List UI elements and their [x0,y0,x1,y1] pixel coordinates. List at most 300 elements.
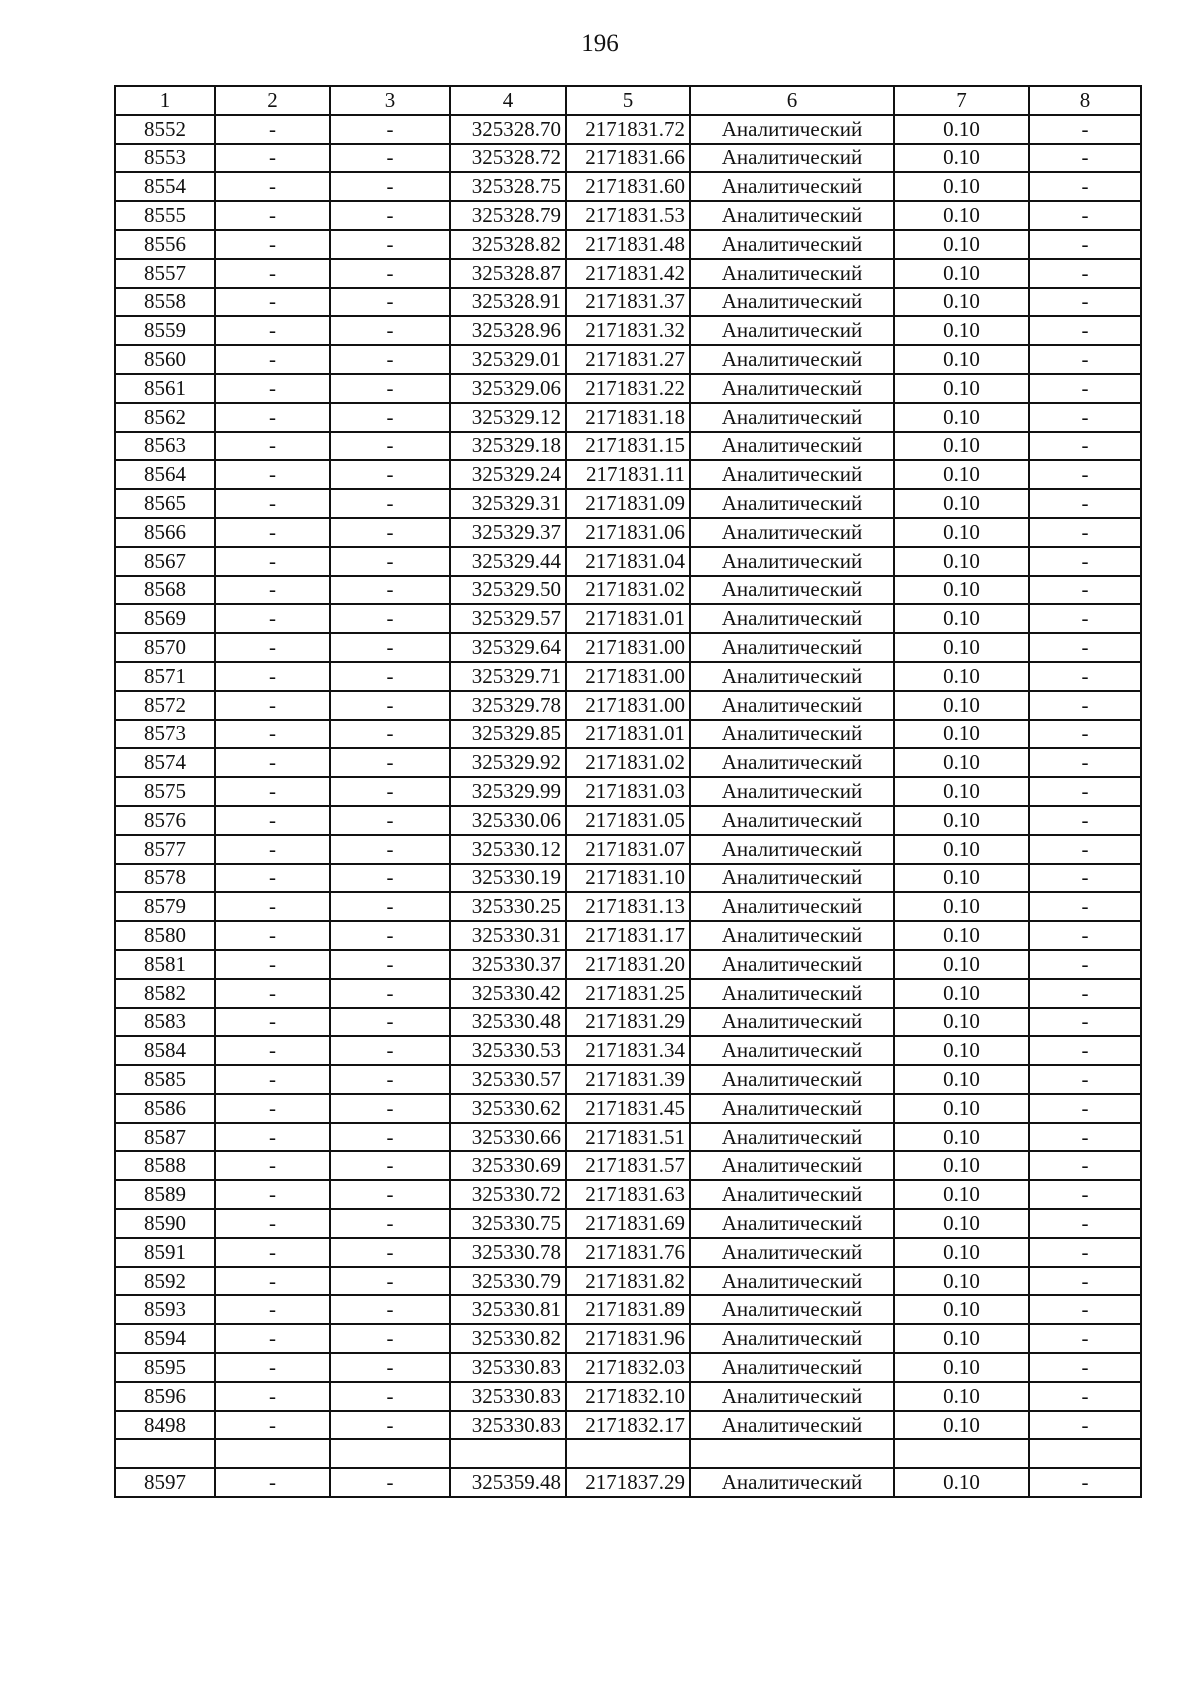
table-cell-col-4 [450,1439,566,1468]
table-cell-col-4: 325329.44 [450,547,566,576]
table-cell-col-8: - [1029,547,1141,576]
table-cell-col-6: Аналитический [690,518,894,547]
table-cell-col-5: 2171831.51 [566,1123,690,1152]
table-cell-col-2: - [215,259,330,288]
table-cell-col-1: 8571 [115,662,215,691]
table-cell-col-3: - [330,806,450,835]
table-cell-col-4: 325328.91 [450,288,566,317]
table-cell-col-6: Аналитический [690,806,894,835]
table-cell-col-1: 8569 [115,604,215,633]
table-header-row [115,86,1141,115]
table-cell-col-2: - [215,950,330,979]
table-cell-col-4: 325330.62 [450,1094,566,1123]
table-cell-col-5 [566,1439,690,1468]
table-cell-col-5: 2171831.63 [566,1180,690,1209]
table-cell-col-5: 2171831.10 [566,864,690,893]
table-row [115,1439,1141,1468]
table-cell-col-7: 0.10 [894,201,1029,230]
table-cell-col-8: - [1029,115,1141,144]
table-cell-col-7: 0.10 [894,748,1029,777]
table-row [115,1267,1141,1296]
table-cell-col-6: Аналитический [690,1151,894,1180]
table-cell-col-4: 325330.79 [450,1267,566,1296]
table-cell-col-8: - [1029,1295,1141,1324]
table-cell-col-4: 325328.72 [450,144,566,173]
table-cell-col-1: 8589 [115,1180,215,1209]
table-cell-col-8: - [1029,374,1141,403]
table-row [115,115,1141,144]
table-cell-col-5: 2171831.03 [566,777,690,806]
table-cell-col-3: - [330,547,450,576]
table-cell-col-5: 2171831.20 [566,950,690,979]
table-row [115,547,1141,576]
table-row [115,1468,1141,1497]
table-row [115,432,1141,461]
table-cell-col-7: 0.10 [894,864,1029,893]
table-cell-col-5: 2171831.57 [566,1151,690,1180]
table-cell-col-2: - [215,720,330,749]
table-cell-col-5: 2171831.34 [566,1036,690,1065]
table-cell-col-7: 0.10 [894,403,1029,432]
table-cell-col-6: Аналитический [690,576,894,605]
table-cell-col-2: - [215,1324,330,1353]
table-row [115,288,1141,317]
table-cell-col-1: 8562 [115,403,215,432]
table-cell-col-4: 325329.18 [450,432,566,461]
table-cell-col-5: 2171831.48 [566,230,690,259]
table-cell-col-5: 2171831.02 [566,576,690,605]
table-cell-col-3: - [330,576,450,605]
table-cell-col-3: - [330,1065,450,1094]
table-cell-col-6: Аналитический [690,748,894,777]
table-cell-col-5: 2171831.39 [566,1065,690,1094]
table-cell-col-7: 0.10 [894,288,1029,317]
table-cell-col-2: - [215,1238,330,1267]
table-row [115,748,1141,777]
table-cell-col-3: - [330,1180,450,1209]
table-cell-col-6: Аналитический [690,1411,894,1440]
table-cell-col-5: 2171831.32 [566,316,690,345]
table-cell-col-6: Аналитический [690,892,894,921]
table-cell-col-1: 8573 [115,720,215,749]
table-cell-col-4: 325330.57 [450,1065,566,1094]
table-cell-col-5: 2171831.04 [566,547,690,576]
table-cell-col-2: - [215,1151,330,1180]
table-cell-col-6: Аналитический [690,1267,894,1296]
table-cell-col-8: - [1029,921,1141,950]
table-cell-col-7: 0.10 [894,489,1029,518]
table-cell-col-6: Аналитический [690,201,894,230]
table-cell-col-5: 2171831.69 [566,1209,690,1238]
table-cell-col-4: 325330.12 [450,835,566,864]
table-cell-col-3: - [330,979,450,1008]
table-cell-col-6: Аналитический [690,432,894,461]
table-cell-col-1: 8574 [115,748,215,777]
table-cell-col-2: - [215,1353,330,1382]
table-row [115,979,1141,1008]
table-cell-col-1: 8584 [115,1036,215,1065]
table-cell-col-3: - [330,1209,450,1238]
table-cell-col-6: Аналитический [690,374,894,403]
table-cell-col-7 [894,1439,1029,1468]
table-cell-col-5: 2171831.11 [566,460,690,489]
table-cell-col-8: - [1029,720,1141,749]
table-cell-col-6: Аналитический [690,547,894,576]
table-cell-col-8: - [1029,230,1141,259]
table-cell-col-6: Аналитический [690,259,894,288]
table-cell-col-8: - [1029,806,1141,835]
table-cell-col-6: Аналитический [690,460,894,489]
table-cell-col-1: 8586 [115,1094,215,1123]
table-cell-col-2: - [215,576,330,605]
table-cell-col-5: 2171831.76 [566,1238,690,1267]
table-cell-col-1: 8581 [115,950,215,979]
table-row [115,230,1141,259]
table-cell-col-8: - [1029,691,1141,720]
table-cell-col-6: Аналитический [690,1295,894,1324]
table-cell-col-1: 8568 [115,576,215,605]
table-row [115,1238,1141,1267]
table-cell-col-6: Аналитический [690,720,894,749]
table-row [115,576,1141,605]
table-row [115,777,1141,806]
table-cell-col-5: 2171831.00 [566,633,690,662]
table-cell-col-4: 325330.37 [450,950,566,979]
table-cell-col-5: 2171831.01 [566,604,690,633]
table-cell-col-1: 8554 [115,172,215,201]
table-cell-col-1: 8559 [115,316,215,345]
table-cell-col-3: - [330,518,450,547]
table-cell-col-8: - [1029,259,1141,288]
table-cell-col-1: 8556 [115,230,215,259]
table-body [115,115,1141,1497]
table-cell-col-7: 0.10 [894,1382,1029,1411]
table-cell-col-8: - [1029,576,1141,605]
table-row [115,1353,1141,1382]
table-cell-col-1: 8593 [115,1295,215,1324]
table-cell-col-8: - [1029,1411,1141,1440]
table-cell-col-7: 0.10 [894,1267,1029,1296]
table-cell-col-8: - [1029,1468,1141,1497]
table-cell-col-3: - [330,115,450,144]
table-cell-col-3: - [330,633,450,662]
table-cell-col-4: 325329.85 [450,720,566,749]
table-cell-col-1: 8570 [115,633,215,662]
table-cell-col-7: 0.10 [894,1094,1029,1123]
table-row [115,403,1141,432]
table-cell-col-5: 2171831.17 [566,921,690,950]
table-cell-col-4: 325330.25 [450,892,566,921]
table-cell-col-8: - [1029,748,1141,777]
table-cell-col-7: 0.10 [894,576,1029,605]
table-row [115,1008,1141,1037]
table-cell-col-3: - [330,1324,450,1353]
table-cell-col-3: - [330,172,450,201]
table-cell-col-7: 0.10 [894,921,1029,950]
table-cell-col-6: Аналитический [690,1036,894,1065]
table-cell-col-1: 8566 [115,518,215,547]
table-row [115,1209,1141,1238]
table-cell-col-1: 8560 [115,345,215,374]
table-cell-col-4: 325330.83 [450,1353,566,1382]
table-cell-col-7: 0.10 [894,230,1029,259]
table-cell-col-6 [690,1439,894,1468]
table-cell-col-6: Аналитический [690,864,894,893]
table-cell-col-2: - [215,374,330,403]
table-cell-col-6: Аналитический [690,403,894,432]
table-cell-col-4: 325328.70 [450,115,566,144]
table-cell-col-7: 0.10 [894,892,1029,921]
table-row [115,172,1141,201]
table-cell-col-5: 2171832.03 [566,1353,690,1382]
table-row [115,1151,1141,1180]
table-row [115,892,1141,921]
table-cell-col-6: Аналитический [690,604,894,633]
table-cell-col-8: - [1029,1267,1141,1296]
table-cell-col-4: 325329.57 [450,604,566,633]
table-cell-col-3: - [330,1267,450,1296]
table-cell-col-5: 2171831.96 [566,1324,690,1353]
table-cell-col-3: - [330,1151,450,1180]
table-cell-col-6: Аналитический [690,950,894,979]
table-cell-col-5: 2171831.07 [566,835,690,864]
table-cell-col-1: 8579 [115,892,215,921]
table-cell-col-3: - [330,1094,450,1123]
table-cell-col-7: 0.10 [894,1008,1029,1037]
table-row [115,950,1141,979]
table-cell-col-6: Аналитический [690,1353,894,1382]
table-cell-col-6: Аналитический [690,1324,894,1353]
table-cell-col-7: 0.10 [894,691,1029,720]
table-cell-col-6: Аналитический [690,1065,894,1094]
table-cell-col-4: 325330.78 [450,1238,566,1267]
table-cell-col-3: - [330,230,450,259]
table-cell-col-8: - [1029,1382,1141,1411]
table-cell-col-3: - [330,720,450,749]
table-cell-col-7: 0.10 [894,1180,1029,1209]
table-cell-col-4: 325330.83 [450,1382,566,1411]
table-cell-col-8: - [1029,633,1141,662]
table-row [115,662,1141,691]
table-cell-col-6: Аналитический [690,115,894,144]
table-cell-col-2: - [215,1295,330,1324]
table-cell-col-2: - [215,777,330,806]
table-cell-col-8: - [1029,172,1141,201]
table-cell-col-2: - [215,979,330,1008]
table-cell-col-2: - [215,144,330,173]
table-cell-col-5: 2171831.05 [566,806,690,835]
table-cell-col-5: 2171831.22 [566,374,690,403]
table-cell-col-2: - [215,432,330,461]
table-cell-col-2: - [215,230,330,259]
table-cell-col-5: 2171831.02 [566,748,690,777]
table-cell-col-3: - [330,1238,450,1267]
table-row [115,1180,1141,1209]
table-cell-col-6: Аналитический [690,1238,894,1267]
table-cell-col-5: 2171831.82 [566,1267,690,1296]
table-cell-col-1: 8575 [115,777,215,806]
table-cell-col-4: 325329.99 [450,777,566,806]
column-header-5: 5 [566,86,690,115]
table-cell-col-7: 0.10 [894,1295,1029,1324]
table-cell-col-1: 8557 [115,259,215,288]
table-cell-col-7: 0.10 [894,172,1029,201]
table-cell-col-4: 325329.01 [450,345,566,374]
table-cell-col-2: - [215,892,330,921]
table-cell-col-8: - [1029,518,1141,547]
table-cell-col-6: Аналитический [690,316,894,345]
table-cell-col-4: 325329.31 [450,489,566,518]
table-cell-col-7: 0.10 [894,115,1029,144]
table-cell-col-4: 325329.71 [450,662,566,691]
table-cell-col-4: 325330.53 [450,1036,566,1065]
table-cell-col-1: 8565 [115,489,215,518]
table-cell-col-2: - [215,1468,330,1497]
table-cell-col-1: 8596 [115,1382,215,1411]
table-row [115,1324,1141,1353]
table-row [115,921,1141,950]
table-cell-col-3: - [330,921,450,950]
table-cell-col-3: - [330,460,450,489]
table-cell-col-5: 2171831.18 [566,403,690,432]
table-cell-col-3: - [330,432,450,461]
table-cell-col-8: - [1029,460,1141,489]
table-cell-col-2: - [215,115,330,144]
table-row [115,1065,1141,1094]
table-cell-col-8: - [1029,432,1141,461]
table-cell-col-1: 8578 [115,864,215,893]
table-row [115,201,1141,230]
table-cell-col-7: 0.10 [894,144,1029,173]
table-cell-col-4: 325329.64 [450,633,566,662]
table-cell-col-2: - [215,489,330,518]
table-cell-col-1: 8587 [115,1123,215,1152]
table-cell-col-6: Аналитический [690,633,894,662]
table-cell-col-7: 0.10 [894,1353,1029,1382]
table-cell-col-6: Аналитический [690,835,894,864]
table-cell-col-3: - [330,835,450,864]
table-row [115,259,1141,288]
table-cell-col-3: - [330,201,450,230]
table-cell-col-8: - [1029,288,1141,317]
table-cell-col-7: 0.10 [894,720,1029,749]
table-cell-col-8: - [1029,316,1141,345]
table-cell-col-1: 8582 [115,979,215,1008]
table-cell-col-1: 8552 [115,115,215,144]
table-row [115,691,1141,720]
table-cell-col-8: - [1029,1008,1141,1037]
table-cell-col-1: 8595 [115,1353,215,1382]
table-cell-col-2: - [215,1065,330,1094]
table-cell-col-4: 325330.31 [450,921,566,950]
table-cell-col-2: - [215,691,330,720]
table-cell-col-7: 0.10 [894,1151,1029,1180]
table-cell-col-2: - [215,1008,330,1037]
table-cell-col-6: Аналитический [690,979,894,1008]
table-cell-col-3: - [330,1468,450,1497]
table-cell-col-2: - [215,201,330,230]
table-cell-col-5: 2171832.10 [566,1382,690,1411]
table-cell-col-4: 325328.82 [450,230,566,259]
table-cell-col-6: Аналитический [690,1180,894,1209]
table-cell-col-7: 0.10 [894,518,1029,547]
table-cell-col-2: - [215,1267,330,1296]
table-cell-col-8: - [1029,403,1141,432]
table-cell-col-5: 2171831.01 [566,720,690,749]
table-cell-col-2: - [215,1036,330,1065]
table-cell-col-4: 325328.87 [450,259,566,288]
table-cell-col-5: 2171831.00 [566,662,690,691]
table-cell-col-3: - [330,1353,450,1382]
table-cell-col-7: 0.10 [894,633,1029,662]
table-cell-col-8: - [1029,1238,1141,1267]
table-cell-col-2: - [215,835,330,864]
table-cell-col-2: - [215,316,330,345]
table-cell-col-5: 2171831.09 [566,489,690,518]
table-cell-col-8: - [1029,1324,1141,1353]
table-cell-col-4: 325329.12 [450,403,566,432]
table-cell-col-5: 2171831.06 [566,518,690,547]
table-cell-col-4: 325330.19 [450,864,566,893]
table-cell-col-4: 325330.83 [450,1411,566,1440]
table-cell-col-4: 325330.69 [450,1151,566,1180]
column-header-3: 3 [330,86,450,115]
table-cell-col-8: - [1029,201,1141,230]
table-cell-col-8: - [1029,892,1141,921]
table-cell-col-4: 325330.82 [450,1324,566,1353]
table-cell-col-2: - [215,921,330,950]
table-cell-col-6: Аналитический [690,1382,894,1411]
table-row [115,835,1141,864]
table-cell-col-3: - [330,144,450,173]
table-row [115,345,1141,374]
table-cell-col-1: 8498 [115,1411,215,1440]
table-cell-col-7: 0.10 [894,316,1029,345]
table-row [115,720,1141,749]
table-cell-col-6: Аналитический [690,1209,894,1238]
table-row [115,633,1141,662]
table-cell-col-3: - [330,864,450,893]
table-cell-col-3: - [330,288,450,317]
page-number: 196 [581,30,619,57]
table-cell-col-1: 8585 [115,1065,215,1094]
column-header-1: 1 [115,86,215,115]
table-cell-col-3: - [330,345,450,374]
table-cell-col-6: Аналитический [690,144,894,173]
table-cell-col-3: - [330,1411,450,1440]
table-cell-col-5: 2171831.60 [566,172,690,201]
table-cell-col-2: - [215,1209,330,1238]
table-cell-col-8: - [1029,864,1141,893]
table-cell-col-5: 2171831.13 [566,892,690,921]
table-cell-col-8: - [1029,144,1141,173]
table-cell-col-2: - [215,460,330,489]
table-cell-col-1: 8572 [115,691,215,720]
table-cell-col-4: 325330.06 [450,806,566,835]
table-cell-col-1: 8580 [115,921,215,950]
table-cell-col-1 [115,1439,215,1468]
table-cell-col-6: Аналитический [690,1123,894,1152]
table-cell-col-7: 0.10 [894,806,1029,835]
table-cell-col-8: - [1029,662,1141,691]
table-row [115,1094,1141,1123]
table-cell-col-3: - [330,892,450,921]
table-cell-col-3: - [330,1295,450,1324]
table-cell-col-6: Аналитический [690,288,894,317]
table-cell-col-5: 2171831.66 [566,144,690,173]
table-cell-col-8: - [1029,979,1141,1008]
table-cell-col-4: 325330.42 [450,979,566,1008]
